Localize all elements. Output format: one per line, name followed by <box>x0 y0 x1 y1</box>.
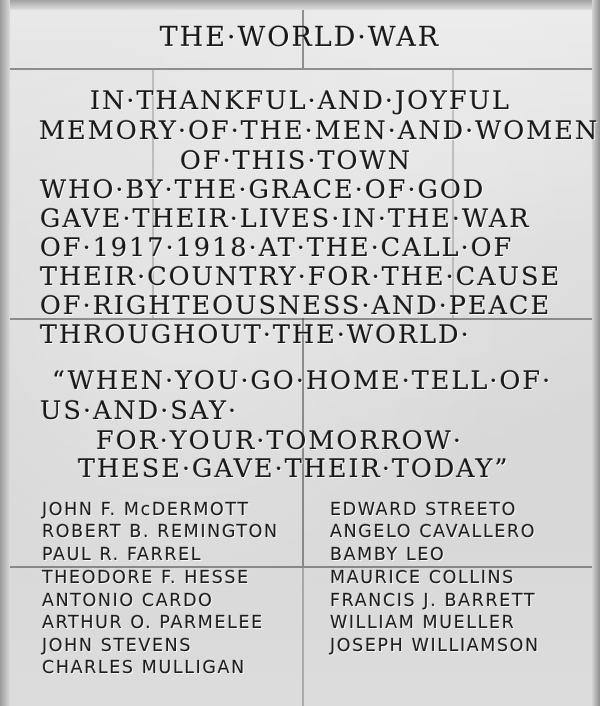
name-entry: THEODORE F. HESSE <box>42 568 250 588</box>
dedication-line: GAVE·THEIR·LIVES·IN·THE·WAR <box>40 204 531 234</box>
top-edge <box>0 0 600 10</box>
dedication-line: THROUGHOUT·THE·WORLD· <box>40 320 471 350</box>
name-entry: BAMBY LEO <box>330 545 446 565</box>
dedication-line: OF·THIS·TOWN <box>180 146 413 176</box>
mortar-joint <box>302 568 304 706</box>
mortar-joint <box>10 68 592 70</box>
dedication-line: MEMORY·OF·THE·MEN·AND·WOMEN <box>39 116 600 146</box>
quote-line: US·AND·SAY· <box>40 396 239 426</box>
right-edge <box>592 0 600 706</box>
dedication-line: IN·THANKFUL·AND·JOYFUL <box>90 86 512 116</box>
quote-line: THESE·GAVE·THEIR·TODAY” <box>78 454 510 484</box>
plaque-title: THE·WORLD·WAR <box>159 22 441 53</box>
name-entry: WILLIAM MUELLER <box>330 613 516 633</box>
name-entry: ARTHUR O. PARMELEE <box>42 613 264 633</box>
dedication-line: THEIR·COUNTRY·FOR·THE·CAUSE <box>40 262 562 292</box>
name-entry: ANGELO CAVALLERO <box>330 522 537 542</box>
left-edge <box>0 0 10 706</box>
name-entry: FRANCIS J. BARRETT <box>330 591 537 611</box>
name-entry: ANTONIO CARDO <box>42 591 214 611</box>
dedication-line: OF·1917·1918·AT·THE·CALL·OF <box>40 233 514 263</box>
name-entry: CHARLES MULLIGAN <box>42 658 246 678</box>
name-entry: MAURICE COLLINS <box>330 568 515 588</box>
name-entry: PAUL R. FARREL <box>42 545 203 565</box>
dedication-line: OF·RIGHTEOUSNESS·AND·PEACE <box>40 291 552 321</box>
quote-line: “WHEN·YOU·GO·HOME·TELL·OF· <box>52 366 553 396</box>
name-entry: JOHN STEVENS <box>42 636 193 656</box>
name-entry: JOSEPH WILLIAMSON <box>330 636 540 656</box>
quote-line: FOR·YOUR·TOMORROW· <box>96 426 463 456</box>
name-entry: EDWARD STREETO <box>330 500 517 520</box>
name-entry: ROBERT B. REMINGTON <box>42 522 279 542</box>
dedication-line: WHO·BY·THE·GRACE·OF·GOD <box>40 175 486 205</box>
name-entry: JOHN F. McDERMOTT <box>42 500 250 520</box>
